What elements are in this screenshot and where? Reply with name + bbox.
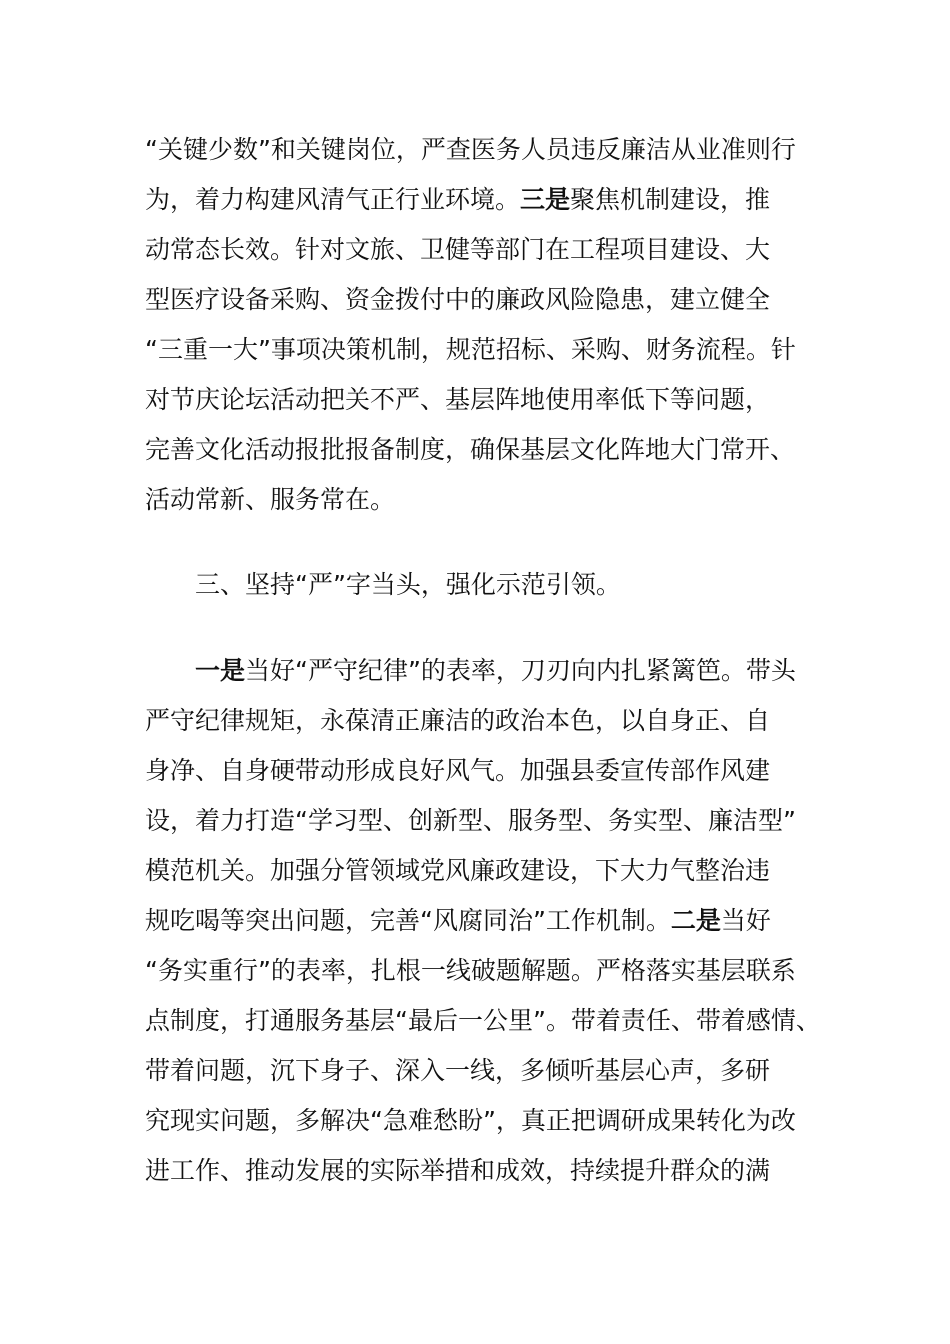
paragraph-strict-discipline [145, 646, 825, 1196]
text-line: 身净、自身硬带动形成良好风气。加强县委宣传部作风建 [145, 756, 771, 785]
bold-marker: 二是 [670, 906, 721, 935]
text-line [145, 896, 825, 946]
text-line: 进工作、推动发展的实际举措和成效，持续提升群众的满 [145, 1156, 771, 1185]
paragraph-mechanism-building [145, 125, 825, 525]
text-line: “关键少数”和关键岗位，严查医务人员违反廉洁从业准则行 [145, 135, 796, 164]
text-line [145, 175, 825, 225]
text-line [145, 646, 825, 696]
text-line: “三重一大”事项决策机制，规范招标、采购、财务流程。针 [145, 335, 796, 364]
section-heading: 三、坚持“严”字当头，强化示范引领。 [195, 570, 621, 599]
section-heading-block [145, 560, 825, 610]
text-segment: 为，着力构建风清气正行业环境。 [145, 185, 521, 214]
text-line: 设，着力打造“学习型、创新型、服务型、务实型、廉洁型” [145, 806, 796, 835]
text-line: 严守纪律规矩，永葆清正廉洁的政治本色，以自身正、自 [145, 706, 771, 735]
text-segment: 聚焦机制建设，推 [570, 185, 771, 214]
text-line: 模范机关。加强分管领域党风廉政建设，下大力气整治违 [145, 856, 771, 885]
text-segment: 规吃喝等突出问题，完善“风腐同治”工作机制。 [145, 906, 671, 935]
text-line: “务实重行”的表率，扎根一线破题解题。严格落实基层联系 [145, 956, 796, 985]
text-line: 究现实问题，多解决“急难愁盼”，真正把调研成果转化为改 [145, 1106, 796, 1135]
text-segment: 当好 [720, 906, 771, 935]
text-line: 型医疗设备采购、资金拨付中的廉政风险隐患，建立健全 [145, 285, 771, 314]
bold-marker: 三是 [520, 185, 571, 214]
text-line: 点制度，打通服务基层“最后一公里”。带着责任、带着感情、 [145, 1006, 821, 1035]
text-line: 动常态长效。针对文旅、卫健等部门在工程项目建设、大 [145, 235, 771, 264]
text-line: 对节庆论坛活动把关不严、基层阵地使用率低下等问题， [145, 385, 771, 414]
text-line: 活动常新、服务常在。 [145, 485, 396, 514]
text-segment: 当好“严守纪律”的表率，刀刃向内扎紧篱笆。带头 [245, 656, 796, 685]
text-line: 完善文化活动报批报备制度，确保基层文化阵地大门常开、 [145, 435, 796, 464]
bold-marker: 一是 [195, 656, 246, 685]
text-line: 带着问题，沉下身子、深入一线，多倾听基层心声，多研 [145, 1056, 771, 1085]
